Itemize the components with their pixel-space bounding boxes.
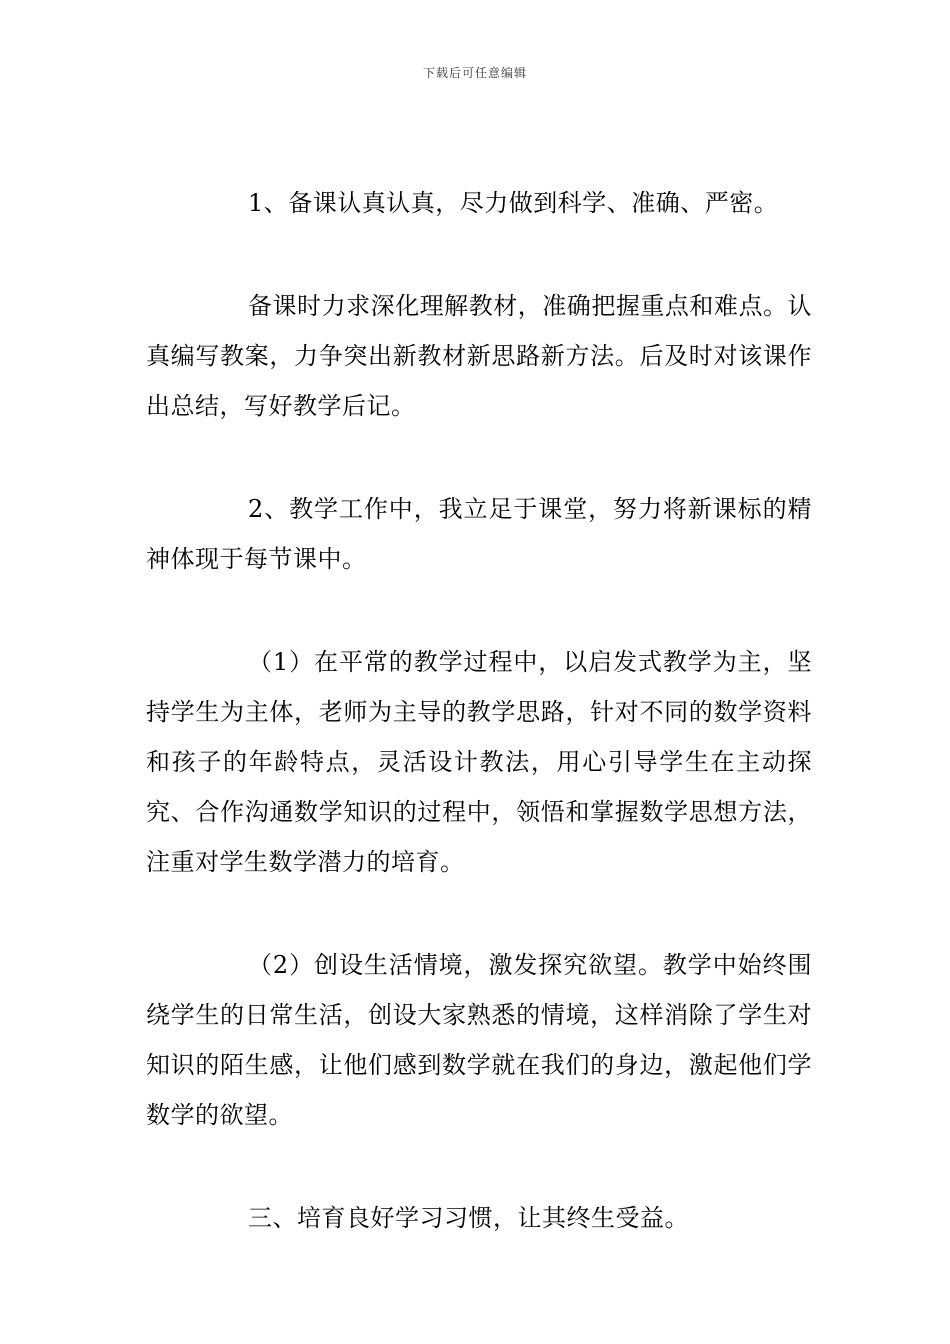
paragraph-spacer — [146, 584, 812, 637]
paragraph-2: 备课时力求深化理解教材，准确把握重点和难点。认真编写教案，力争突出新教材新思路新方法。后及时对该课作出总结，写好教学后记。 — [146, 292, 812, 420]
paragraph-1: 1、备课认真认真，尽力做到科学、准确、严密。 — [248, 189, 779, 217]
paragraph-spacer — [146, 887, 812, 940]
paragraph-4: （1）在平常的教学过程中，以启发式教学为主，坚持学生为主体，老师为主导的教学思路，针对不同的数学资料和孩子的年龄特点，灵活设计教法，用心引导学生在主动探究、合作沟通数学知识的过程中，领悟和掌握数学思想方法，注重对学生数学潜力的培育。 — [146, 648, 812, 876]
page-header: 下载后可任意编辑 — [422, 66, 527, 80]
paragraph-3: 2、教学工作中，我立足于课堂，努力将新课标的精神体现于每节课中。 — [146, 495, 812, 573]
paragraph-spacer — [146, 431, 812, 484]
document-body — [146, 178, 812, 1243]
paragraph-6: 三、培育良好学习习惯，让其终生受益。 — [248, 1204, 689, 1232]
paragraph-spacer — [146, 228, 812, 281]
paragraph-spacer — [146, 1140, 812, 1193]
paragraph-5: （2）创设生活情境，激发探究欲望。教学中始终围绕学生的日常生活，创设大家熟悉的情境，这样消除了学生对知识的陌生感，让他们感到数学就在我们的身边，激起他们学数学的欲望。 — [146, 951, 812, 1129]
